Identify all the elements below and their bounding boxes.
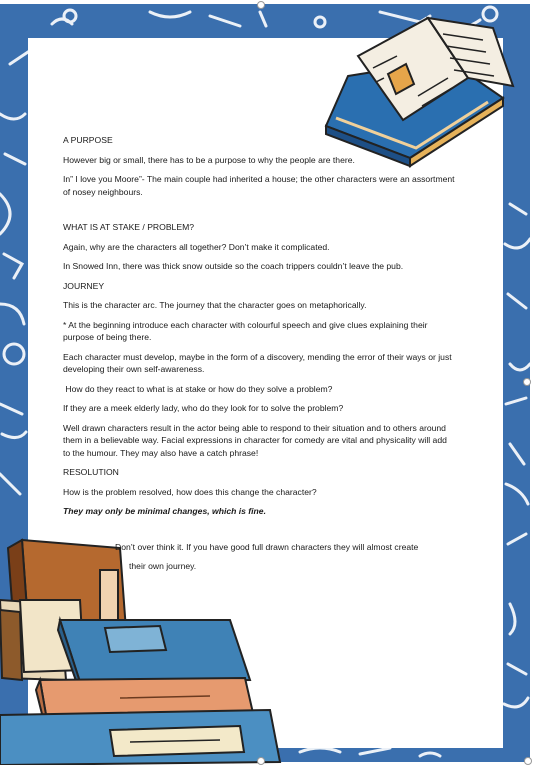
closing-line-1: Don’t over think it. If you have good full drawn characters they will almost create: [115, 541, 419, 552]
heading-problem: WHAT IS AT STAKE / PROBLEM?: [63, 222, 195, 232]
paragraph: Well drawn characters result in the actor being able to respond to their situation and to others around them in a believable way. Facial expressions in character for comedy are vital and physicality will add to the humour. They may also have a catch phrase!: [63, 422, 447, 458]
paragraph: However big or small, there has to be a purpose to why the people are there.: [63, 154, 355, 165]
paragraph: Each character must develop, maybe in the form of a discovery, mending the error of their ways or just developing their own self-awareness.: [63, 351, 452, 374]
paragraph: In Snowed Inn, there was thick snow outside so the coach trippers couldn’t leave the pub.: [63, 261, 404, 271]
paragraph: Again, why are the characters all together? Don’t make it complicated.: [63, 241, 330, 252]
document-body: [63, 134, 455, 573]
emphasis-text: They may only be minimal changes, which is fine.: [63, 506, 266, 516]
paragraph: In” I love you Moore”- The main couple had inherited a house; the other characters were an assortment of nosey neighbours.: [63, 174, 455, 197]
heading-resolution: RESOLUTION: [63, 467, 119, 477]
closing-line-2: their own journey.: [129, 561, 197, 571]
paragraph: * At the beginning introduce each character with colourful speech and give clues explaining their purpose of being there.: [63, 319, 428, 342]
resize-handle-top[interactable]: [257, 1, 265, 9]
resize-handle-right[interactable]: [523, 378, 531, 386]
paragraph: If they are a meek elderly lady, who do they look for to solve the problem?: [63, 403, 344, 413]
paragraph: This is the character arc. The journey that the character goes on metaphorically.: [63, 300, 367, 310]
heading-journey: JOURNEY: [63, 280, 105, 291]
paragraph: How is the problem resolved, how does this change the character?: [63, 486, 317, 497]
paragraph: How do they react to what is at stake or how do they solve a problem?: [63, 383, 333, 394]
resize-handle-corner[interactable]: [524, 757, 532, 765]
heading-purpose: A PURPOSE: [63, 135, 113, 145]
resize-handle-bottom[interactable]: [257, 757, 265, 765]
